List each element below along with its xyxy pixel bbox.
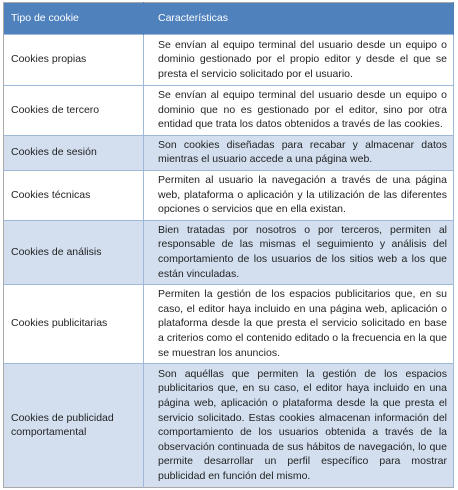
table-row xyxy=(4,86,454,136)
cookie-type-cell: Cookies de análisis xyxy=(4,220,144,284)
header-characteristics: Características xyxy=(144,3,454,35)
cookie-type-cell: Cookies publicitarias xyxy=(4,285,144,364)
table-row xyxy=(4,35,454,86)
table-row xyxy=(4,220,454,284)
cookie-types-table-container xyxy=(3,2,454,487)
table-row xyxy=(4,170,454,220)
cookie-type-cell: Cookies de publicidad comportamental xyxy=(4,364,144,488)
table-row xyxy=(4,364,454,488)
cookie-description-cell: Son aquéllas que permiten la gestión de los espacios publicitarios que, en su caso, el editor haya incluido en una página web, aplicación o plataforma desde la que presta el servicio solicitado. Estas cookies almacenan información del comportamiento de los usuarios obtenida a través de la observación continuada de sus hábitos de navegación, lo que permite desarrollar un perfil específico para mostrar publicidad en función del mismo. xyxy=(144,364,454,488)
cookie-type-cell: Cookies técnicas xyxy=(4,170,144,220)
cookie-type-cell: Cookies de sesión xyxy=(4,135,144,170)
cookie-description-cell: Se envían al equipo terminal del usuario desde un equipo o dominio que no es gestionado por el editor, sino por otra entidad que trata los datos obtenidos a través de las cookies. xyxy=(144,86,454,136)
cookie-description-cell: Se envían al equipo terminal del usuario desde un equipo o dominio gestionado por el propio editor y desde el que se presta el servicio solicitado por el usuario. xyxy=(144,35,454,86)
table-row xyxy=(4,135,454,170)
cookie-type-cell: Cookies de tercero xyxy=(4,86,144,136)
table-header-row xyxy=(4,3,454,35)
cookie-description-cell: Permiten la gestión de los espacios publicitarios que, en su caso, el editor haya incluido en una página web, aplicación o plataforma desde la que presta el servicio solicitado en base a criterios como el contenido editado o la frecuencia en la que se muestran los anuncios. xyxy=(144,285,454,364)
cookie-description-cell: Permiten al usuario la navegación a través de una página web, plataforma o aplicación y la utilización de las diferentes opciones o servicios que en ella existan. xyxy=(144,170,454,220)
table-row xyxy=(4,285,454,364)
cookie-description-cell: Bien tratadas por nosotros o por terceros, permiten al responsable de las mismas el seguimiento y análisis del comportamiento de los usuarios de los sitios web a los que están vinculadas. xyxy=(144,220,454,284)
cookie-description-cell: Son cookies diseñadas para recabar y almacenar datos mientras el usuario accede a una página web. xyxy=(144,135,454,170)
cookie-type-cell: Cookies propias xyxy=(4,35,144,86)
header-cookie-type: Tipo de cookie xyxy=(4,3,144,35)
cookie-types-table xyxy=(3,2,454,488)
